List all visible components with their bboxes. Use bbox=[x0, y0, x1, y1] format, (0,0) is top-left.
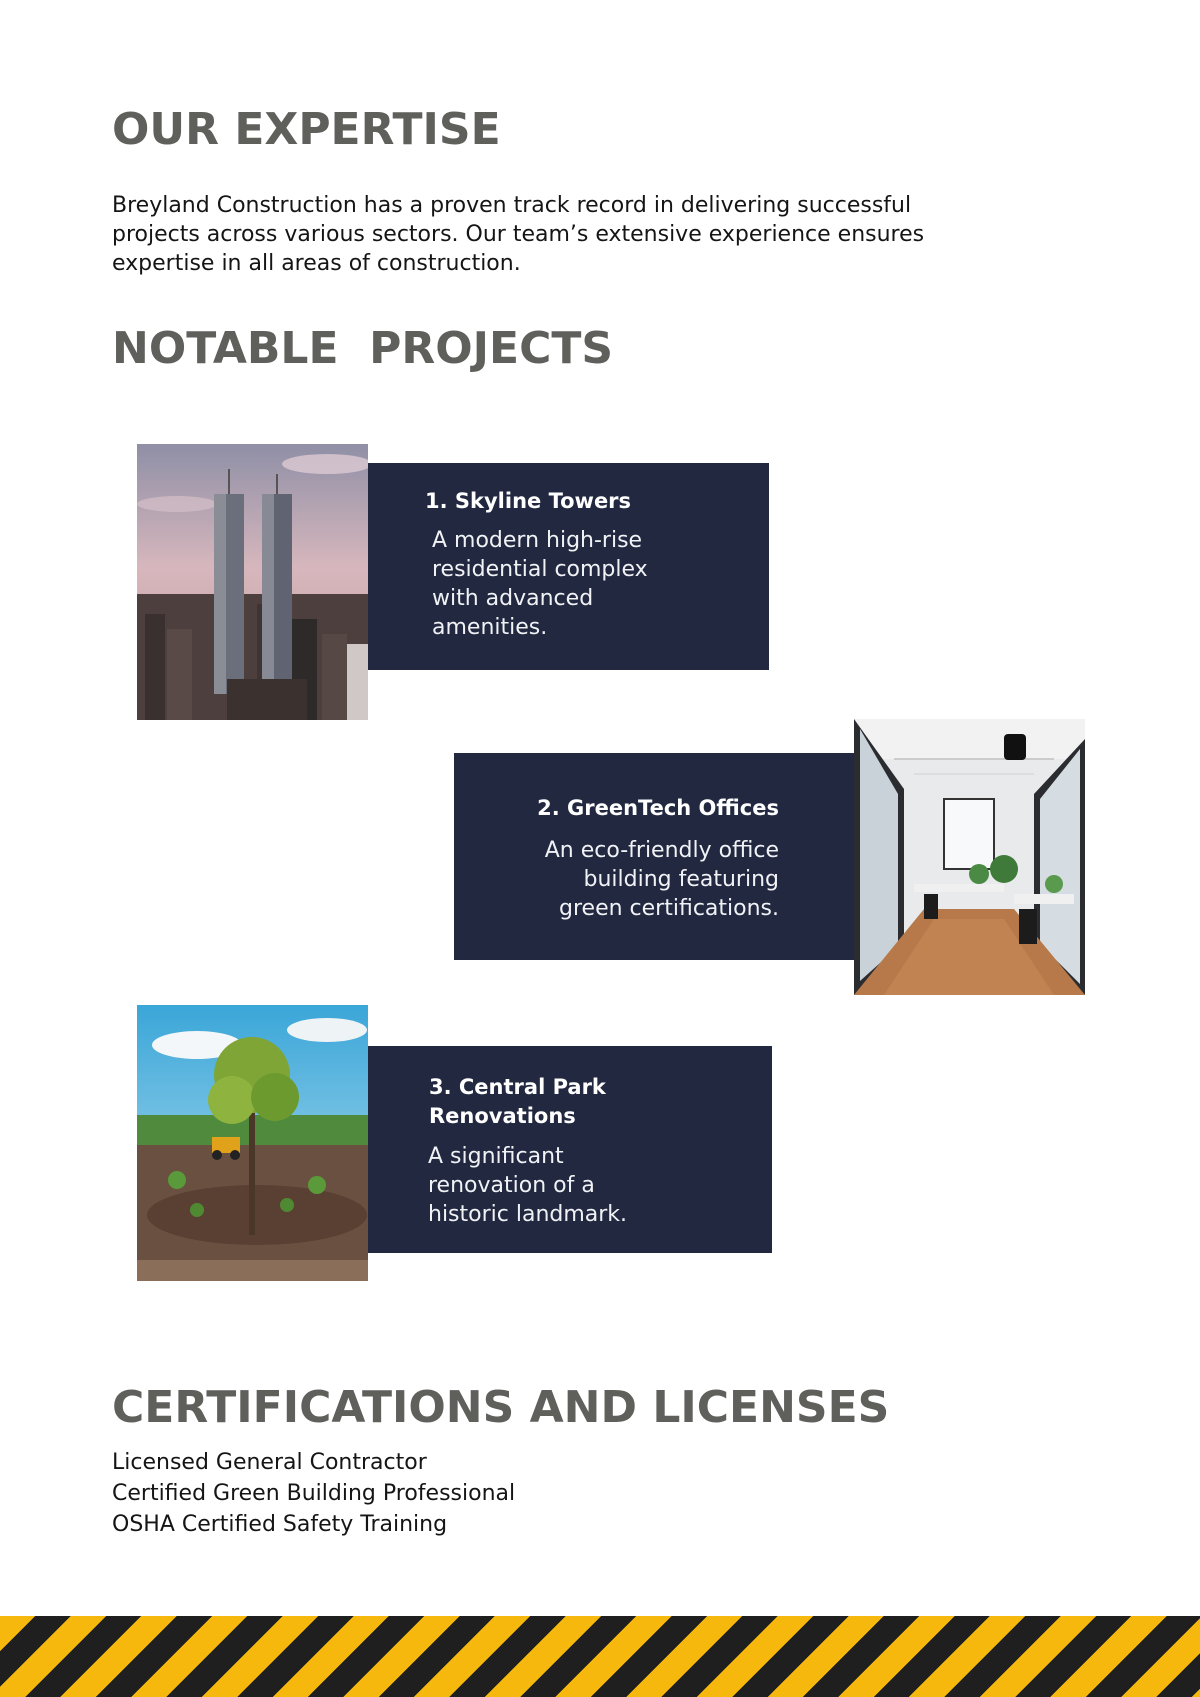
project-2-description: An eco-friendly office building featuring green certifications. bbox=[544, 838, 779, 921]
project-3-title: 3. Central Park Renovations bbox=[429, 1075, 606, 1128]
project-2-title: 2. GreenTech Offices bbox=[537, 796, 779, 820]
project-1-title: 1. Skyline Towers bbox=[425, 489, 632, 513]
list-item: OSHA Certified Safety Training bbox=[112, 1512, 448, 1537]
expertise-line-3: expertise in all areas of construction. bbox=[112, 251, 521, 276]
expertise-heading: OUR EXPERTISE bbox=[112, 104, 501, 155]
expertise-paragraph bbox=[112, 191, 924, 278]
project-card-2 bbox=[454, 753, 855, 960]
projects-heading: NOTABLE PROJECTS bbox=[112, 323, 614, 374]
expertise-line-1: Breyland Construction has a proven track record in delivering successful bbox=[112, 193, 912, 218]
hazard-stripe-footer bbox=[0, 1616, 1200, 1697]
expertise-line-2: projects across various sectors. Our team’s extensive experience ensures bbox=[112, 222, 925, 247]
project-card-1 bbox=[368, 463, 769, 670]
certifications-heading: CERTIFICATIONS AND LICENSES bbox=[112, 1382, 890, 1433]
project-1-description: A modern high-rise residential complex with advanced amenities. bbox=[432, 528, 648, 640]
project-3-description: A significant renovation of a historic landmark. bbox=[428, 1144, 628, 1227]
list-item: Licensed General Contractor bbox=[112, 1450, 427, 1475]
park-renovation-photo bbox=[137, 1005, 368, 1281]
list-item: Certified Green Building Professional bbox=[112, 1481, 516, 1506]
office-interior-photo bbox=[854, 719, 1085, 995]
project-card-3 bbox=[368, 1046, 772, 1253]
certifications-list bbox=[112, 1447, 515, 1540]
twin-towers-photo bbox=[137, 444, 368, 720]
